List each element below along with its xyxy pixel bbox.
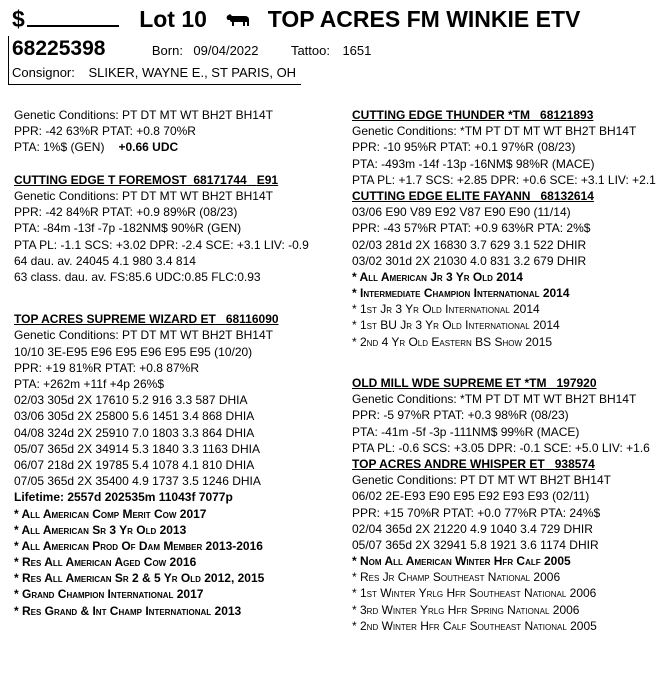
right-column: [352, 107, 672, 634]
sire-reg: 68171744: [193, 172, 247, 187]
pta-udc: +0.66 UDC: [118, 140, 179, 155]
registration-row: [12, 36, 371, 62]
sire-info-line: PTA PL: -1.1 SCS: +3.02 DPR: -2.4 SCE: +3.1 LIV: -0.9: [14, 237, 309, 252]
consignor-name: SLIKER, WAYNE E., ST PARIS, OH: [88, 65, 297, 80]
sire3-name-line: [352, 375, 672, 391]
dam3-info-line: 05/07 365d 2X 32941 5.8 1921 3.6 1174 DHIR: [352, 537, 599, 552]
cow-icon: [225, 6, 251, 36]
dam3-award: * 3rd Winter Yrlg Hfr Spring National 2006: [352, 602, 580, 617]
sire-info-line: 64 dau. av. 24045 4.1 980 3.4 814: [14, 253, 196, 268]
consignor-label: Consignor:: [12, 65, 75, 80]
sire2-info-line: Genetic Conditions: *TM PT DT MT WT BH2T BH14T: [352, 124, 637, 139]
dam2-reg: 68132614: [540, 188, 594, 203]
sire3-info-line: PPR: -5 97%R PTAT: +0.3 98%R (08/23): [352, 408, 569, 423]
pta-value: PTA: 1%$ (GEN): [14, 140, 105, 155]
ppr-line: PPR: -42 63%R PTAT: +0.8 70%R: [14, 124, 196, 139]
sire-info-line: 63 class. dau. av. FS:85.6 UDC:0.85 FLC:0.93: [14, 269, 261, 284]
dam3-award: * 1st Winter Yrlg Hfr Southeast National 2006: [352, 586, 597, 601]
dam3-award: * Nom All American Winter Hfr Calf 2005: [352, 554, 571, 569]
dam-info-line: 04/08 324d 2X 25910 7.0 1803 3.3 864 DHIA: [14, 425, 255, 440]
dam-info-line: 06/07 218d 2X 19785 5.4 1078 4.1 810 DHIA: [14, 457, 255, 472]
born-date: 09/04/2022: [193, 43, 259, 58]
consignor-row: [12, 65, 296, 80]
dam2-info-line: 03/06 E90 V89 E92 V87 E90 E90 (11/14): [352, 205, 571, 220]
sire-code: E91: [256, 172, 279, 187]
sire2-info-line: PTA: -493m -14f -13p -16NM$ 98%R (MACE): [352, 156, 595, 171]
sire2-info-line: PPR: -10 95%R PTAT: +0.1 97%R (08/23): [352, 140, 576, 155]
dam-info-line: Genetic Conditions: PT DT MT WT BH2T BH14T: [14, 328, 273, 343]
dam2-name: CUTTING EDGE ELITE FAYANN: [352, 188, 531, 203]
sire2-name-line: [352, 107, 672, 123]
dam-award: * All American Comp Merit Cow 2017: [14, 506, 207, 521]
lot-title-row: [12, 4, 672, 34]
sire-info-line: PPR: -42 84%R PTAT: +0.9 89%R (08/23): [14, 205, 238, 220]
born-label: Born:: [151, 43, 183, 58]
dam-info-line: 03/06 305d 2X 25800 5.6 1451 3.4 868 DHIA: [14, 409, 255, 424]
genetic-conditions: Genetic Conditions: PT DT MT WT BH2T BH14T: [14, 108, 273, 122]
dam-info-line: 07/05 365d 2X 35400 4.9 1737 3.5 1246 DHIA: [14, 474, 261, 489]
tattoo-number: 1651: [342, 43, 372, 58]
sire2-name: CUTTING EDGE THUNDER *TM: [352, 108, 530, 122]
registration-number: 68225398: [12, 37, 106, 60]
dam3-info-line: Genetic Conditions: PT DT MT WT BH2T BH14T: [352, 473, 611, 488]
tattoo-label: Tattoo:: [290, 43, 330, 58]
dam-name-line: [14, 311, 344, 327]
dam-award: * All American Prod Of Dam Member 2013-2016: [14, 538, 263, 553]
sire3-info-line: Genetic Conditions: *TM PT DT MT WT BH2T BH14T: [352, 392, 637, 407]
sire3-info-line: PTA PL: -0.6 SCS: +3.05 DPR: -0.1 SCE: +5.0 LIV: +1.6: [352, 440, 650, 455]
lot-number: Lot 10: [139, 6, 207, 32]
dam-award: * Res All American Aged Cow 2016: [14, 555, 197, 570]
dam-lifetime: Lifetime: 2557d 202535m 11043f 7077p: [14, 490, 233, 505]
dam-reg: 68116090: [225, 312, 279, 327]
dam3-award: * Res Jr Champ Southeast National 2006: [352, 570, 561, 585]
sire2-info-line: PTA PL: +1.7 SCS: +2.85 DPR: +0.6 SCE: +3.1 LIV: +2.1: [352, 172, 656, 187]
dam-award: * All American Sr 3 Yr Old 2013: [14, 522, 187, 537]
dam-name: TOP ACRES SUPREME WIZARD ET: [14, 312, 216, 327]
sire-name-line: [14, 172, 344, 188]
price-blank-line: [27, 7, 119, 27]
price-symbol: $: [12, 6, 25, 32]
dam2-award: * 2nd 4 Yr Old Eastern BS Show 2015: [352, 334, 553, 349]
dam3-info-line: 06/02 2E-E93 E90 E95 E92 E93 E93 (02/11): [352, 489, 590, 504]
dam3-reg: 938574: [554, 456, 595, 471]
dam2-award: * Intermediate Champion International 2014: [352, 286, 570, 301]
farm-name: TOP ACRES FM WINKIE ETV: [267, 6, 581, 32]
dam-info-line: 02/03 305d 2X 17610 5.2 916 3.3 587 DHIA: [14, 393, 248, 408]
dam2-award: * 1st Jr 3 Yr Old International 2014: [352, 302, 540, 317]
dam2-info-line: PPR: -43 57%R PTAT: +0.9 63%R PTA: 2%$: [352, 221, 591, 236]
sire-name: CUTTING EDGE T FOREMOST: [14, 172, 187, 187]
sire3-reg: 197920: [556, 376, 597, 390]
dam3-name: TOP ACRES ANDRE WHISPER ET: [352, 456, 545, 471]
dam3-name-line: [352, 456, 672, 472]
dam3-info-line: PPR: +15 70%R PTAT: +0.0 77%R PTA: 24%$: [352, 505, 601, 520]
dam-award: * Res Grand & Int Champ International 2013: [14, 603, 242, 618]
dam-award: * Grand Champion International 2017: [14, 587, 204, 602]
sire3-name: OLD MILL WDE SUPREME ET *TM: [352, 376, 547, 390]
pta-line: [14, 139, 344, 155]
dam-info-line: 05/07 365d 2X 34914 5.3 1840 3.3 1163 DHIA: [14, 441, 260, 456]
dam-award: * Res All American Sr 2 & 5 Yr Old 2012, 2015: [14, 571, 265, 586]
sire-info-line: PTA: -84m -13f -7p -182NM$ 90%R (GEN): [14, 221, 242, 236]
dam-info-line: PPR: +19 81%R PTAT: +0.8 87%R: [14, 360, 199, 375]
dam2-award: * All American Jr 3 Yr Old 2014: [352, 269, 523, 284]
dam2-info-line: 02/03 281d 2X 16830 3.7 629 3.1 522 DHIR: [352, 237, 587, 252]
sire2-reg: 68121893: [540, 108, 594, 122]
sire3-info-line: PTA: -41m -5f -3p -111NM$ 99%R (MACE): [352, 424, 580, 439]
dam3-award: * 2nd Winter Hfr Calf Southeast National 2005: [352, 618, 597, 633]
dam3-info-line: 02/04 365d 2X 21220 4.9 1040 3.4 729 DHIR: [352, 521, 593, 536]
dam2-info-line: 03/02 301d 2X 21030 4.0 831 3.2 679 DHIR: [352, 253, 587, 268]
dam2-award: * 1st BU Jr 3 Yr Old International 2014: [352, 318, 560, 333]
left-column: [14, 107, 344, 619]
dam2-name-line: [352, 188, 672, 204]
dam-info-line: 10/10 3E-E95 E96 E95 E96 E95 E95 (10/20): [14, 344, 253, 359]
dam-info-line: PTA: +262m +11f +4p 26%$: [14, 377, 164, 391]
sire-info-line: Genetic Conditions: PT DT MT WT BH2T BH14T: [14, 188, 273, 203]
